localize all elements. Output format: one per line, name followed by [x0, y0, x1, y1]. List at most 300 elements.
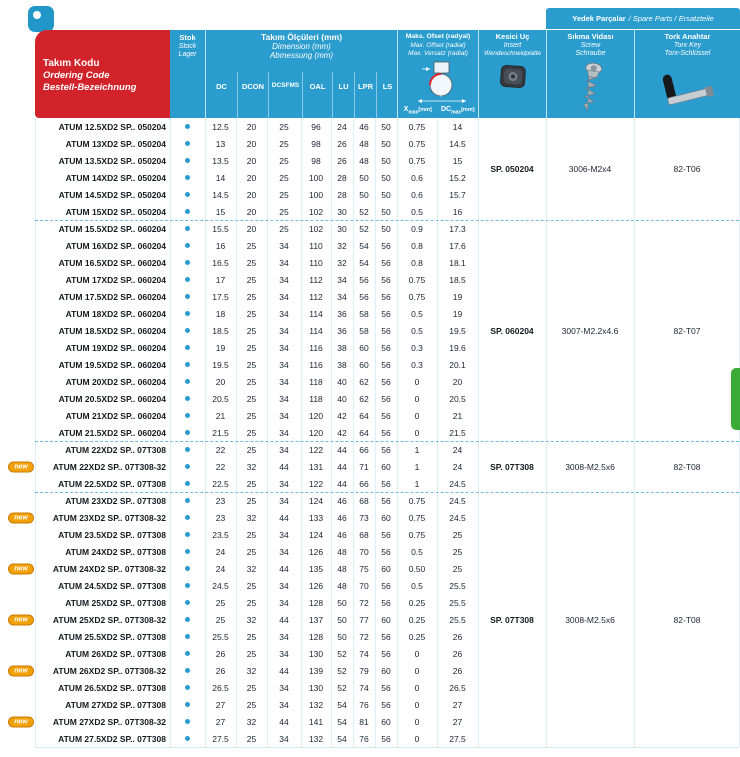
cell-dcon: 25	[246, 342, 257, 353]
cell-lu: 46	[337, 495, 347, 506]
cell-dcsfms: 34	[279, 308, 289, 319]
col-label-dcon: DCON	[237, 72, 268, 118]
cell-oal: 98	[311, 138, 321, 149]
stock-cell	[170, 498, 205, 503]
stock-cell	[170, 600, 205, 605]
tool-code: ATUM 14XD2 SP.. 050204	[65, 172, 166, 183]
cell-xmax: 0.75	[408, 529, 426, 540]
cell-dcmax: 26	[452, 648, 463, 659]
cell-xmax: 0	[414, 427, 420, 438]
dimensions-header	[205, 30, 397, 118]
cell-lpr: 56	[359, 291, 369, 302]
stock-dot	[185, 566, 190, 571]
cell-dcsfms: 34	[279, 240, 289, 251]
xmax-label-unit: [mm]	[418, 106, 432, 113]
dimensions-title-tr: Takım Ölçüleri (mm)	[260, 32, 343, 42]
cell-xmax: 0.8	[411, 240, 423, 251]
col-label-lu: LU	[332, 72, 354, 118]
xmax-label-sub: max	[408, 109, 419, 115]
tool-code-cell	[0, 258, 170, 268]
tool-code: ATUM 16.5XD2 SP.. 060204	[58, 257, 166, 268]
spare-parts-group	[478, 220, 740, 441]
stock-cell	[170, 736, 205, 741]
tool-code: ATUM 27.5XD2 SP.. 07T308	[58, 733, 166, 744]
ordering-code-title-tr: Takım Kodu	[43, 58, 100, 69]
new-badge: new	[8, 614, 34, 625]
col-label-lpr: LPR	[354, 72, 376, 118]
xmax-label	[398, 106, 438, 115]
cell-dcmax: 19.5	[449, 325, 466, 336]
cell-lpr: 56	[359, 274, 369, 285]
cell-oal: 102	[308, 206, 324, 217]
stock-dot	[185, 260, 190, 265]
tool-code: ATUM 25XD2 SP.. 07T308	[65, 597, 166, 608]
cell-dcmax: 20.5	[449, 393, 466, 404]
cell-dcmax: 24.5	[449, 512, 466, 523]
dimension-column-labels	[206, 72, 398, 118]
col-label-dcsfms: DCSFMS	[268, 72, 302, 118]
group-separator	[35, 220, 739, 221]
stock-dot	[185, 294, 190, 299]
stock-dot	[185, 515, 190, 520]
xmax-label-base: X	[403, 105, 409, 113]
cell-dc: 26	[215, 648, 226, 659]
cell-oal: 131	[308, 461, 324, 472]
cell-xmax: 0.5	[411, 325, 423, 336]
cell-dcon: 25	[246, 325, 257, 336]
cell-dcon: 25	[246, 393, 257, 404]
cell-ls: 56	[381, 325, 391, 336]
cell-dcsfms: 34	[279, 342, 289, 353]
tool-code: ATUM 22XD2 SP.. 07T308	[65, 444, 166, 455]
cell-dcmax: 27	[452, 699, 463, 710]
cell-xmax: 0.25	[408, 597, 426, 608]
cell-dcsfms: 34	[279, 495, 289, 506]
cell-dcsfms: 25	[279, 223, 289, 234]
cell-dcon: 25	[246, 597, 257, 608]
cell-dcsfms: 25	[279, 155, 289, 166]
cell-dcsfms: 44	[279, 665, 289, 676]
tool-code-cell	[0, 445, 170, 455]
cell-lu: 26	[337, 138, 347, 149]
stock-dot	[185, 685, 190, 690]
cell-dc: 27	[215, 699, 226, 710]
cell-xmax: 1	[414, 461, 420, 472]
tool-code-cell	[0, 343, 170, 353]
cell-oal: 96	[311, 121, 321, 132]
cell-dcmax: 24.5	[449, 478, 466, 489]
offset-sub-labels	[398, 106, 478, 115]
cell-lu: 40	[337, 393, 347, 404]
cell-dcsfms: 34	[279, 427, 289, 438]
stock-dot	[185, 430, 190, 435]
cell-xmax: 0.3	[411, 342, 423, 353]
cell-lpr: 60	[359, 342, 369, 353]
cell-lu: 30	[337, 223, 347, 234]
tool-code-cell	[0, 428, 170, 438]
cell-dcsfms: 34	[279, 546, 289, 557]
stock-dot	[185, 668, 190, 673]
cell-dcsfms: 44	[279, 461, 289, 472]
insert-title-en: Insert	[503, 41, 522, 49]
stock-cell	[170, 566, 205, 571]
cell-dc: 20.5	[212, 393, 229, 404]
cell-dcsfms: 25	[279, 206, 289, 217]
torx-title-de: Torx-Schlüssel	[664, 50, 711, 57]
cell-dc: 23	[215, 512, 226, 523]
cell-dcsfms: 34	[279, 291, 289, 302]
cell-dcmax: 15	[452, 155, 463, 166]
tool-code: ATUM 13XD2 SP.. 050204	[65, 138, 166, 149]
cell-xmax: 0.5	[411, 308, 423, 319]
stock-cell	[170, 583, 205, 588]
insert-icon	[498, 63, 528, 95]
cell-dc: 17.5	[212, 291, 229, 302]
new-badge: new	[8, 716, 34, 727]
cell-oal: 133	[308, 512, 324, 523]
tool-code: ATUM 23.5XD2 SP.. 07T308	[58, 529, 166, 540]
tool-code-cell	[0, 479, 170, 489]
cell-dcsfms: 44	[279, 512, 289, 523]
tool-code: ATUM 20XD2 SP.. 060204	[65, 376, 166, 387]
ordering-code-title-de: Bestell-Bezeichnung	[43, 82, 137, 93]
cell-oal: 118	[309, 393, 323, 404]
tool-code: ATUM 20.5XD2 SP.. 060204	[58, 393, 166, 404]
cell-ls: 50	[381, 172, 391, 183]
stock-cell	[170, 685, 205, 690]
cell-lpr: 81	[359, 716, 369, 727]
cell-oal: 102	[308, 223, 324, 234]
stock-dot	[185, 702, 190, 707]
cell-dcmax: 19	[452, 291, 463, 302]
cell-oal: 112	[309, 291, 323, 302]
cell-dcmax: 17.3	[449, 223, 466, 234]
insert-code: SP. 060204	[490, 325, 534, 336]
cell-lu: 54	[337, 733, 347, 744]
cell-dc: 18.5	[212, 325, 229, 336]
cell-ls: 56	[381, 682, 391, 693]
cell-dcmax: 24.5	[449, 495, 466, 506]
tool-code-cell	[0, 190, 170, 200]
tool-code-cell	[0, 564, 170, 574]
stock-dot	[185, 328, 190, 333]
cell-oal: 122	[308, 444, 324, 455]
cell-dcon: 20	[246, 172, 257, 183]
stock-cell	[170, 277, 205, 282]
dcmax-label	[438, 106, 479, 115]
stock-cell	[170, 175, 205, 180]
cell-dcon: 25	[246, 274, 257, 285]
tool-code: ATUM 24XD2 SP.. 07T308	[65, 546, 166, 557]
cell-oal: 98	[311, 155, 321, 166]
tool-code-cell	[0, 513, 170, 523]
cell-oal: 139	[308, 665, 324, 676]
spare-parts-title: Yedek Parçalar	[572, 14, 626, 23]
cell-dcmax: 26	[452, 631, 463, 642]
tool-code: ATUM 18.5XD2 SP.. 060204	[58, 325, 166, 336]
cell-lpr: 76	[359, 733, 369, 744]
cell-oal: 114	[309, 308, 323, 319]
cell-dc: 23.5	[212, 529, 229, 540]
cell-dcon: 25	[246, 495, 257, 506]
cell-xmax: 0	[414, 393, 420, 404]
stock-dot	[185, 617, 190, 622]
cell-dc: 26	[215, 665, 226, 676]
stock-dot	[185, 175, 190, 180]
cell-ls: 56	[381, 495, 391, 506]
cell-lpr: 70	[359, 580, 369, 591]
stock-cell	[170, 379, 205, 384]
cell-dcmax: 25	[452, 529, 463, 540]
cell-lu: 54	[337, 699, 347, 710]
stock-cell	[170, 226, 205, 231]
stock-cell	[170, 464, 205, 469]
cell-dcmax: 19	[452, 308, 463, 319]
tool-code: ATUM 25XD2 SP.. 07T308-32	[52, 614, 166, 625]
cell-lu: 52	[337, 682, 347, 693]
cell-lpr: 48	[359, 155, 369, 166]
insert-code: SP. 050204	[490, 164, 534, 174]
stock-cell	[170, 243, 205, 248]
cell-lpr: 77	[359, 614, 369, 625]
tool-code: ATUM 13.5XD2 SP.. 050204	[58, 155, 166, 166]
stock-dot	[185, 311, 190, 316]
cell-ls: 56	[381, 342, 391, 353]
cell-ls: 56	[381, 257, 391, 268]
cell-lpr: 68	[359, 529, 369, 540]
cell-dcmax: 15.7	[449, 189, 466, 200]
cell-dcsfms: 34	[279, 580, 289, 591]
cell-dc: 20	[215, 376, 226, 387]
cell-dc: 21	[215, 410, 226, 421]
cell-ls: 56	[381, 427, 391, 438]
cell-lpr: 48	[359, 138, 369, 149]
cell-dcon: 25	[246, 308, 257, 319]
stock-dot	[185, 345, 190, 350]
tool-code: ATUM 19.5XD2 SP.. 060204	[58, 359, 166, 370]
cell-dc: 23	[215, 495, 226, 506]
cell-lu: 44	[337, 478, 347, 489]
cell-dc: 15.5	[212, 223, 229, 234]
tool-code-cell	[0, 241, 170, 251]
cell-ls: 50	[381, 155, 391, 166]
cell-dcon: 25	[246, 444, 257, 455]
cell-lpr: 74	[359, 682, 369, 693]
tool-code-cell	[0, 632, 170, 642]
stock-dot	[185, 277, 190, 282]
cell-dcon: 20	[246, 155, 257, 166]
stock-cell	[170, 481, 205, 486]
group-separator	[35, 441, 739, 442]
cell-dc: 14	[215, 172, 226, 183]
cell-xmax: 0.50	[408, 563, 426, 574]
cell-xmax: 0.75	[408, 512, 426, 523]
cell-dc: 17	[215, 274, 226, 285]
cell-ls: 56	[381, 529, 391, 540]
stock-cell	[170, 634, 205, 639]
corner-decoration	[28, 6, 54, 32]
cell-dcon: 25	[246, 478, 257, 489]
cell-dcmax: 14	[452, 121, 463, 132]
cell-dcsfms: 44	[279, 614, 289, 625]
cell-lu: 48	[337, 563, 347, 574]
cell-lu: 30	[337, 206, 347, 217]
tool-code-cell	[0, 377, 170, 387]
cell-ls: 56	[381, 699, 391, 710]
insert-code: SP. 07T308	[490, 614, 534, 625]
cell-dcmax: 17.6	[449, 240, 466, 251]
cell-ls: 60	[381, 512, 391, 523]
table-body-region	[0, 118, 740, 747]
cell-lpr: 72	[359, 597, 369, 608]
cell-oal: 141	[308, 716, 324, 727]
torx-title-tr: Tork Anahtar	[664, 32, 711, 41]
green-side-tab	[731, 368, 740, 430]
tool-code: ATUM 14.5XD2 SP.. 050204	[58, 189, 166, 200]
cell-ls: 60	[381, 716, 391, 727]
cell-oal: 122	[308, 478, 324, 489]
stock-dot	[185, 396, 190, 401]
cell-dcsfms: 34	[279, 733, 289, 744]
cell-dc: 15	[215, 206, 226, 217]
tool-code-cell	[0, 326, 170, 336]
stock-cell	[170, 294, 205, 299]
cell-dc: 13	[215, 138, 226, 149]
cell-lpr: 73	[359, 512, 369, 523]
offset-diagram-icon	[400, 61, 476, 105]
cell-lpr: 60	[359, 359, 369, 370]
tool-code: ATUM 26XD2 SP.. 07T308	[65, 648, 166, 659]
cell-lpr: 64	[359, 410, 369, 421]
cell-dcon: 32	[246, 563, 257, 574]
max-offset-header	[397, 30, 478, 118]
stock-cell	[170, 447, 205, 452]
cell-dcon: 32	[246, 512, 257, 523]
cell-dcmax: 25	[452, 546, 463, 557]
cell-xmax: 1	[414, 478, 420, 489]
cell-ls: 56	[381, 274, 391, 285]
cell-xmax: 0.75	[408, 495, 426, 506]
cell-dcon: 20	[246, 206, 257, 217]
cell-lu: 54	[337, 716, 347, 727]
stock-dot	[185, 481, 190, 486]
cell-dc: 13.5	[212, 155, 229, 166]
cell-lpr: 58	[359, 308, 369, 319]
stock-header	[170, 30, 205, 118]
cell-xmax: 0.25	[408, 614, 426, 625]
cell-dcmax: 21	[452, 410, 463, 421]
cell-oal: 128	[308, 631, 324, 642]
cell-dc: 25	[215, 614, 226, 625]
cell-oal: 128	[308, 597, 324, 608]
stock-dot	[185, 158, 190, 163]
cell-xmax: 0	[414, 648, 420, 659]
cell-dcon: 25	[246, 240, 257, 251]
tool-code-cell	[0, 156, 170, 166]
tool-code: ATUM 27XD2 SP.. 07T308	[65, 699, 166, 710]
tool-code: ATUM 21XD2 SP.. 060204	[65, 410, 166, 421]
cell-lu: 28	[337, 189, 347, 200]
cell-dcmax: 20.1	[449, 359, 466, 370]
cell-dcsfms: 25	[279, 189, 289, 200]
screw-code: 3008-M2.5x6	[565, 461, 615, 472]
col-label-oal: OAL	[302, 72, 332, 118]
cell-xmax: 0.5	[411, 580, 423, 591]
stock-cell	[170, 158, 205, 163]
tool-code-cell	[0, 292, 170, 302]
dimensions-title-de: Abmessung (mm)	[269, 51, 334, 60]
cell-ls: 50	[381, 189, 391, 200]
stock-dot	[185, 379, 190, 384]
cell-dc: 24	[215, 563, 226, 574]
screw-icon	[577, 61, 605, 120]
cell-lu: 46	[337, 529, 347, 540]
stock-cell	[170, 719, 205, 724]
cell-dcon: 25	[246, 427, 257, 438]
cell-xmax: 0.75	[408, 155, 426, 166]
cell-oal: 132	[308, 699, 324, 710]
cell-dcmax: 27	[452, 716, 463, 727]
insert-header	[478, 30, 546, 118]
tool-code-cell	[0, 666, 170, 676]
stock-cell	[170, 328, 205, 333]
cell-ls: 56	[381, 733, 391, 744]
tool-code-cell	[0, 139, 170, 149]
stock-cell	[170, 515, 205, 520]
stock-cell	[170, 413, 205, 418]
cell-oal: 124	[308, 495, 324, 506]
cell-lu: 48	[337, 546, 347, 557]
cell-dcsfms: 34	[279, 444, 289, 455]
tool-code: ATUM 19XD2 SP.. 060204	[65, 342, 166, 353]
cell-xmax: 0.5	[411, 546, 423, 557]
tool-code-cell	[0, 224, 170, 234]
cell-lu: 36	[337, 325, 347, 336]
insert-code: SP. 07T308	[490, 461, 534, 472]
cell-xmax: 0.8	[411, 257, 423, 268]
stock-dot	[185, 447, 190, 452]
cell-ls: 56	[381, 648, 391, 659]
cell-dc: 12.5	[212, 121, 229, 132]
cell-dc: 16.5	[212, 257, 229, 268]
tool-code-cell	[0, 547, 170, 557]
tool-code: ATUM 15.5XD2 SP.. 060204	[58, 223, 166, 234]
cell-lpr: 64	[359, 427, 369, 438]
cell-lu: 44	[337, 461, 347, 472]
cell-lpr: 74	[359, 648, 369, 659]
stock-cell	[170, 668, 205, 673]
cell-dc: 22	[215, 444, 226, 455]
cell-oal: 116	[309, 359, 323, 370]
dcmax-label-sub: max	[451, 109, 462, 115]
cell-dcmax: 14.5	[449, 138, 466, 149]
offset-title-de: Max. Versatz (radial)	[408, 50, 468, 57]
tool-code: ATUM 15XD2 SP.. 050204	[65, 206, 166, 217]
tool-code-cell	[0, 207, 170, 217]
cell-lu: 46	[337, 512, 347, 523]
stock-cell	[170, 430, 205, 435]
cell-oal: 130	[308, 648, 324, 659]
tool-code-cell	[0, 598, 170, 608]
screw-header	[546, 30, 634, 118]
stock-title-de: Lager	[178, 51, 197, 58]
cell-dcsfms: 34	[279, 410, 289, 421]
tool-code: ATUM 24XD2 SP.. 07T308-32	[52, 563, 166, 574]
cell-dcsfms: 34	[279, 699, 289, 710]
new-badge: new	[8, 512, 34, 523]
cell-ls: 50	[381, 206, 391, 217]
tool-code-cell	[0, 122, 170, 132]
